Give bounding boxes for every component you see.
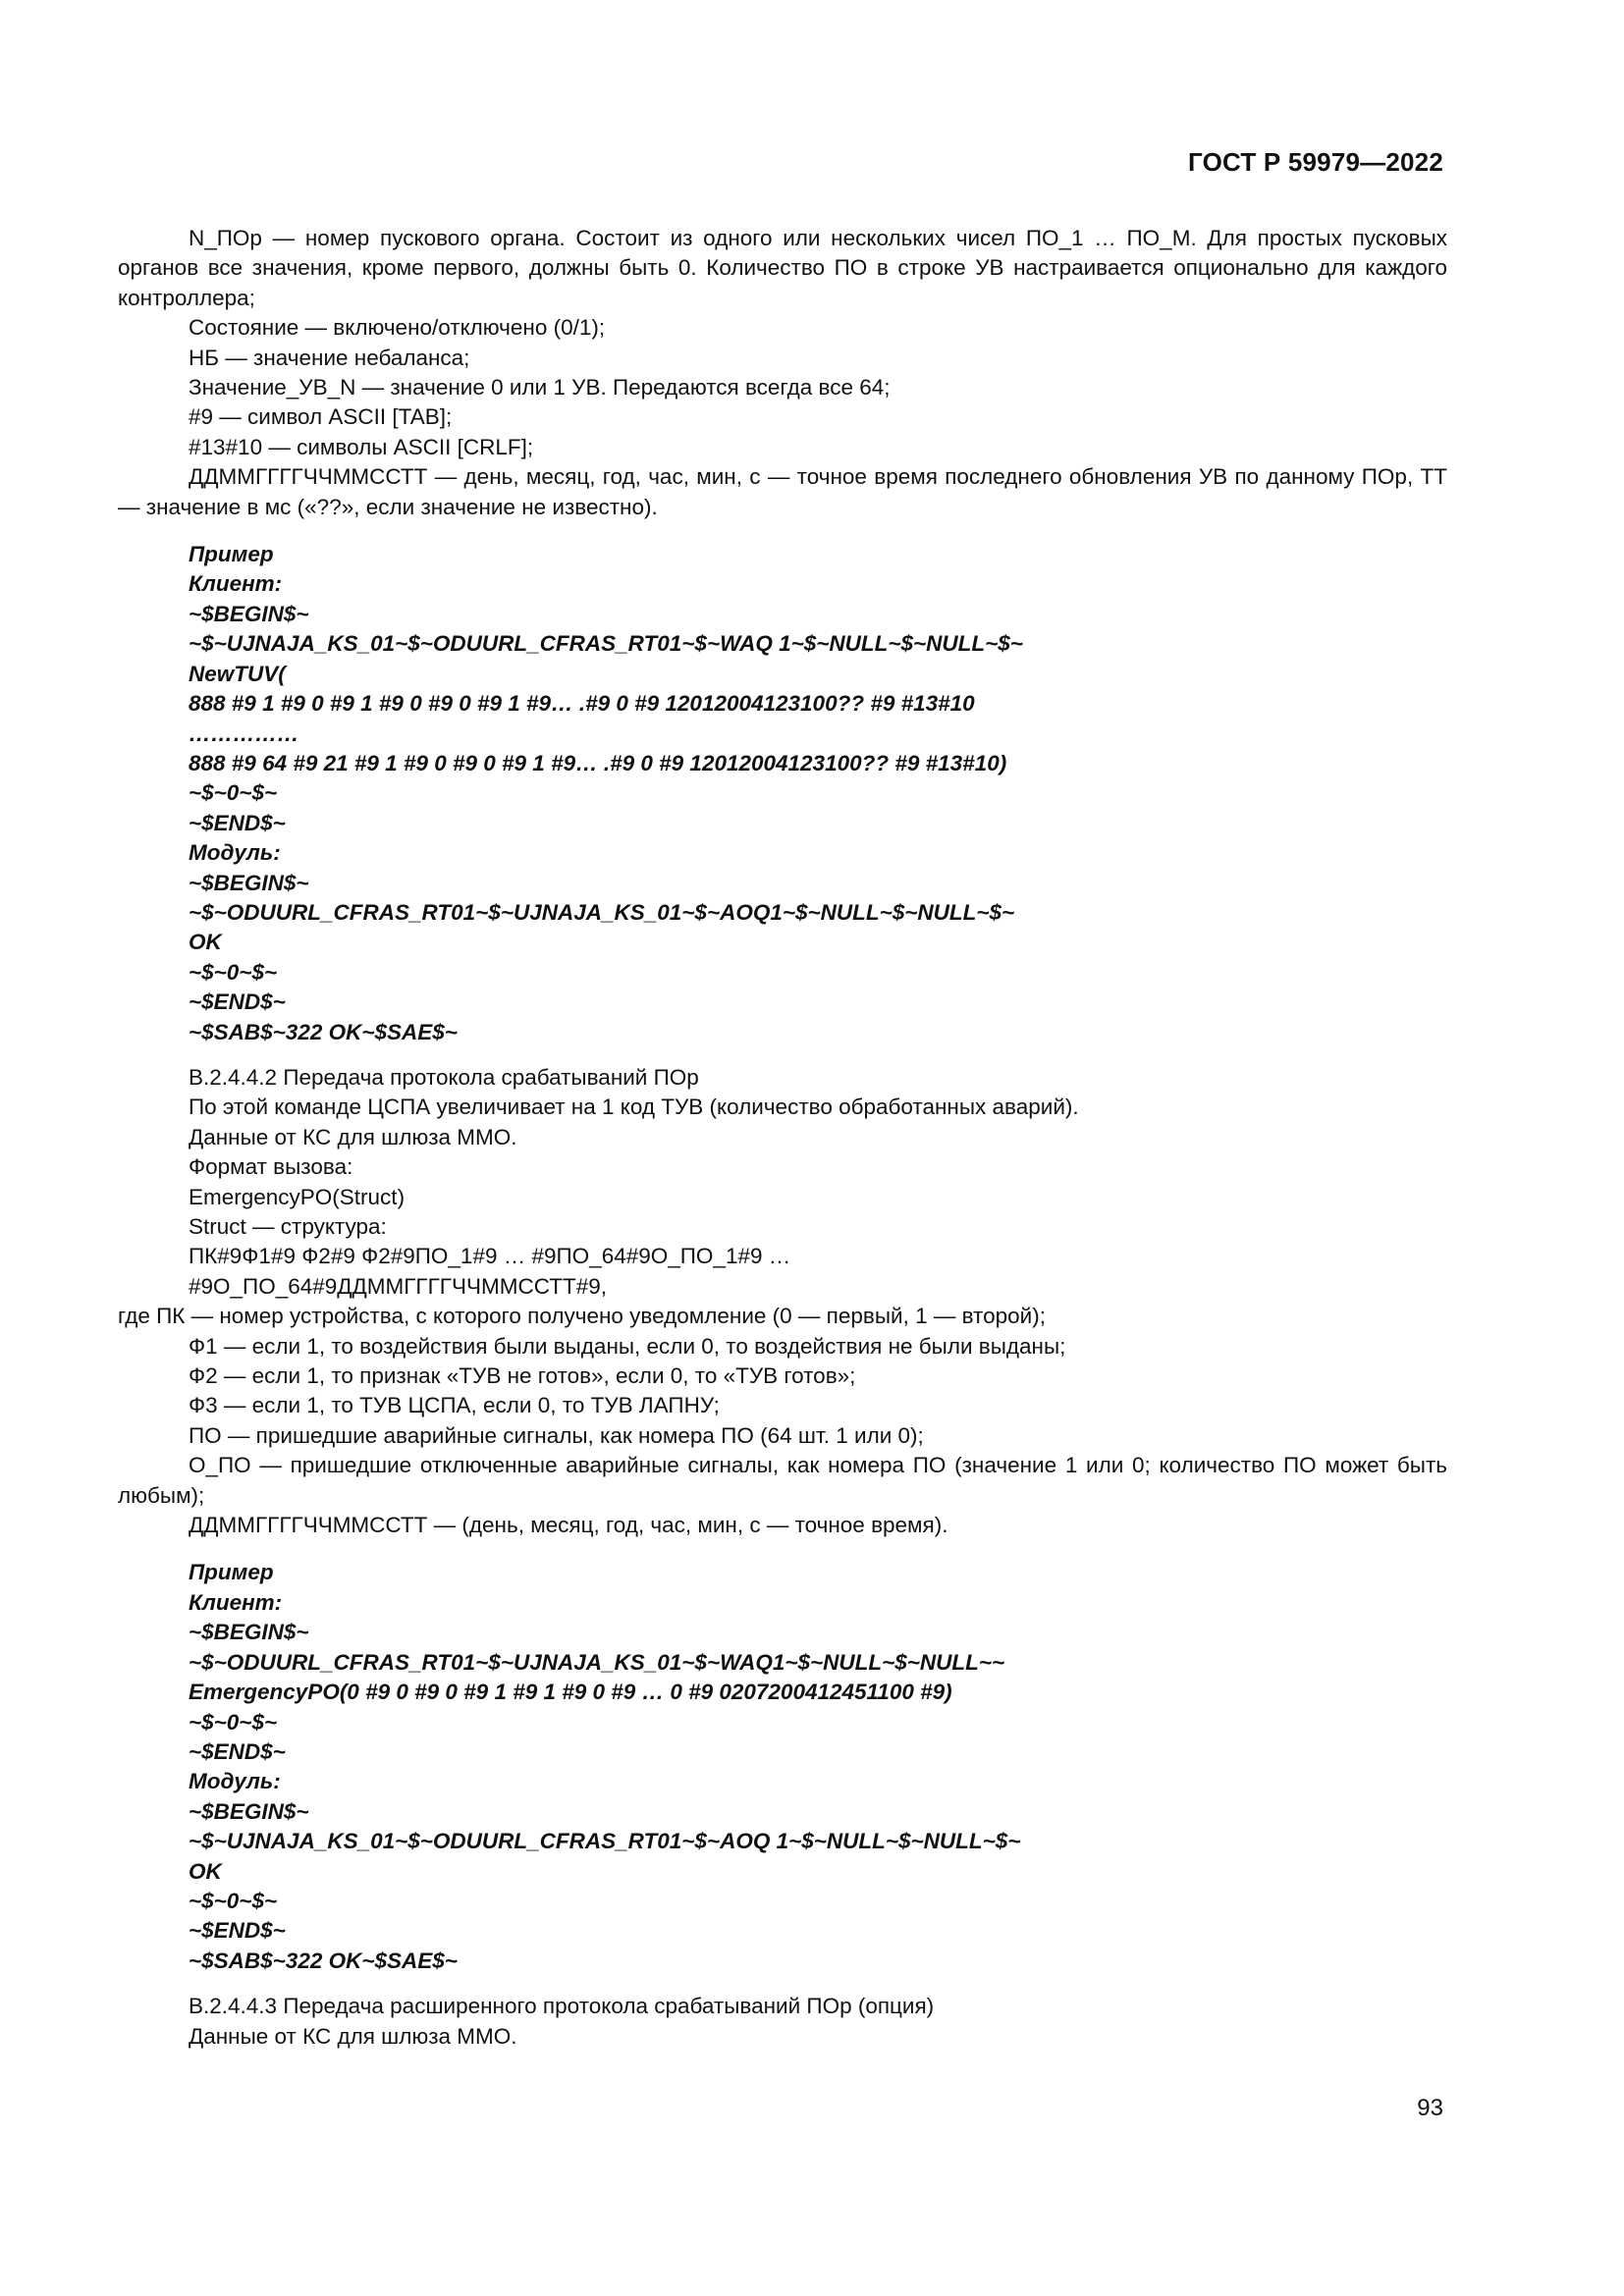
section-2-line: Данные от КС для шлюза ММО. [189, 1124, 517, 1149]
example-1-line: ~$BEGIN$~ [189, 870, 309, 895]
page-content [118, 224, 1447, 2052]
page-number: 93 [1417, 2095, 1443, 2121]
section-2-line: #9О_ПО_64#9ДДММГГГГЧЧММССТТ#9, [189, 1273, 607, 1299]
example-2-line: ~$~0~$~ [189, 1709, 278, 1735]
section-2-line: Ф1 — если 1, то воздействия были выданы, если 0, то воздействия не были выданы; [189, 1333, 1066, 1359]
section-2-line: EmergencyPO(Struct) [189, 1184, 406, 1209]
example-1-line: ~$~UJNAJA_KS_01~$~ODUURL_CFRAS_RT01~$~WAQ 1~$~NULL~$~NULL~$~ [189, 631, 1023, 657]
document-header: ГОСТ Р 59979—2022 [1188, 147, 1443, 177]
example-2-line: ~$BEGIN$~ [189, 1798, 309, 1824]
section-2-line: Struct — структура: [189, 1214, 387, 1239]
example-2-line: ~$SAB$~322 OK~$SAE$~ [189, 1948, 458, 1973]
section-2-line: ДДММГГГГЧЧММССТТ — (день, месяц, год, час, мин, с — точное время). [189, 1513, 948, 1538]
example-2-line: ~$END$~ [189, 1738, 286, 1764]
example-2-line: Пример [189, 1560, 274, 1585]
example-1-line: ~$~0~$~ [189, 959, 278, 985]
example-2-line: ~$~ODUURL_CFRAS_RT01~$~UJNAJA_KS_01~$~WAQ1~$~NULL~$~NULL~~ [189, 1649, 1005, 1675]
section-2-line: ПО — пришедшие аварийные сигналы, как номера ПО (64 шт. 1 или 0); [189, 1422, 924, 1448]
intro-paragraph-datetime: ДДММГГГГЧЧММССТТ — день, месяц, год, час, мин, с — точное время последнего обновления УВ по данному ПОр, ТТ — значение в мс («??», если значение не известно). [118, 464, 1447, 519]
example-1-line: ~$END$~ [189, 810, 286, 835]
example-1-line: NewTUV( [189, 661, 286, 686]
example-2-line: Клиент: [189, 1589, 283, 1615]
example-2-line: OK [189, 1858, 222, 1884]
section-2-line: ПК#9Ф1#9 Ф2#9 Ф2#9ПО_1#9 … #9ПО_64#9О_ПО_1#9 … [189, 1244, 791, 1269]
example-1-line: 888 #9 1 #9 0 #9 1 #9 0 #9 0 #9 1 #9… .#9 0 #9 12012004123100?? #9 #13#10 [189, 691, 975, 717]
example-1-line: Пример [189, 542, 274, 567]
intro-line-value-uv: Значение_УВ_N — значение 0 или 1 УВ. Передаются всегда все 64; [189, 375, 891, 400]
example-2-line: Модуль: [189, 1769, 281, 1794]
example-1-line: Модуль: [189, 840, 281, 866]
example-1-line: ~$~ODUURL_CFRAS_RT01~$~UJNAJA_KS_01~$~AOQ1~$~NULL~$~NULL~$~ [189, 899, 1015, 925]
section-2-line: Формат вызова: [189, 1154, 353, 1180]
intro-paragraph-npor: N_ПОр — номер пускового органа. Состоит из одного или нескольких чисел ПО_1 … ПО_M. Для простых пусковых органов все значения, кроме первого, должны быть 0. Количество ПО в строке УВ настраивается опционально для каждого контроллера; [118, 226, 1447, 310]
section-2-line: Ф2 — если 1, то признак «ТУВ не готов», если 0, то «ТУВ готов»; [189, 1363, 856, 1389]
section-2-paragraph: О_ПО — пришедшие отключенные аварийные сигналы, как номера ПО (значение 1 или 0; количество ПО может быть любым); [118, 1453, 1447, 1508]
section-2-line: По этой команде ЦСПА увеличивает на 1 код ТУВ (количество обработанных аварий). [189, 1095, 1079, 1120]
example-1-line: ~$SAB$~322 OK~$SAE$~ [189, 1019, 458, 1044]
example-1-line: OK [189, 930, 222, 955]
example-1-line: ~$END$~ [189, 989, 286, 1015]
example-1-line: ~$~0~$~ [189, 780, 278, 806]
example-2-line: EmergencyPO(0 #9 0 #9 0 #9 1 #9 1 #9 0 #9 … 0 #9 0207200412451100 #9) [189, 1680, 952, 1705]
section-2-line: где ПК — номер устройства, с которого получено уведомление (0 — первый, 1 — второй); [118, 1304, 1046, 1329]
intro-line-crlf: #13#10 — символы ASCII [CRLF]; [189, 434, 534, 459]
section-2-heading: В.2.4.4.2 Передача протокола срабатываний ПОр [189, 1064, 699, 1090]
section-3-line: Данные от КС для шлюза ММО. [189, 2023, 517, 2049]
example-1-line: ~$BEGIN$~ [189, 601, 309, 626]
section-3-heading: В.2.4.4.3 Передача расширенного протокола срабатываний ПОр (опция) [189, 1994, 935, 2019]
example-1-line: Клиент: [189, 571, 283, 597]
example-2-line: ~$BEGIN$~ [189, 1620, 309, 1645]
example-block-2 [118, 1558, 1447, 1976]
example-1-line: 888 #9 64 #9 21 #9 1 #9 0 #9 0 #9 1 #9… .#9 0 #9 12012004123100?? #9 #13#10) [189, 750, 1007, 775]
example-1-line: …………… [189, 721, 299, 746]
example-2-line: ~$END$~ [189, 1918, 286, 1944]
example-block-1 [118, 540, 1447, 1047]
intro-line-state: Состояние — включено/отключено (0/1); [189, 315, 606, 341]
intro-line-tab: #9 — символ ASCII [TAB]; [189, 404, 453, 430]
example-2-line: ~$~0~$~ [189, 1888, 278, 1913]
intro-line-nb: НБ — значение небаланса; [189, 345, 470, 370]
example-2-line: ~$~UJNAJA_KS_01~$~ODUURL_CFRAS_RT01~$~AOQ 1~$~NULL~$~NULL~$~ [189, 1829, 1021, 1854]
section-2-line: Ф3 — если 1, то ТУВ ЦСПА, если 0, то ТУВ ЛАПНУ; [189, 1393, 720, 1418]
